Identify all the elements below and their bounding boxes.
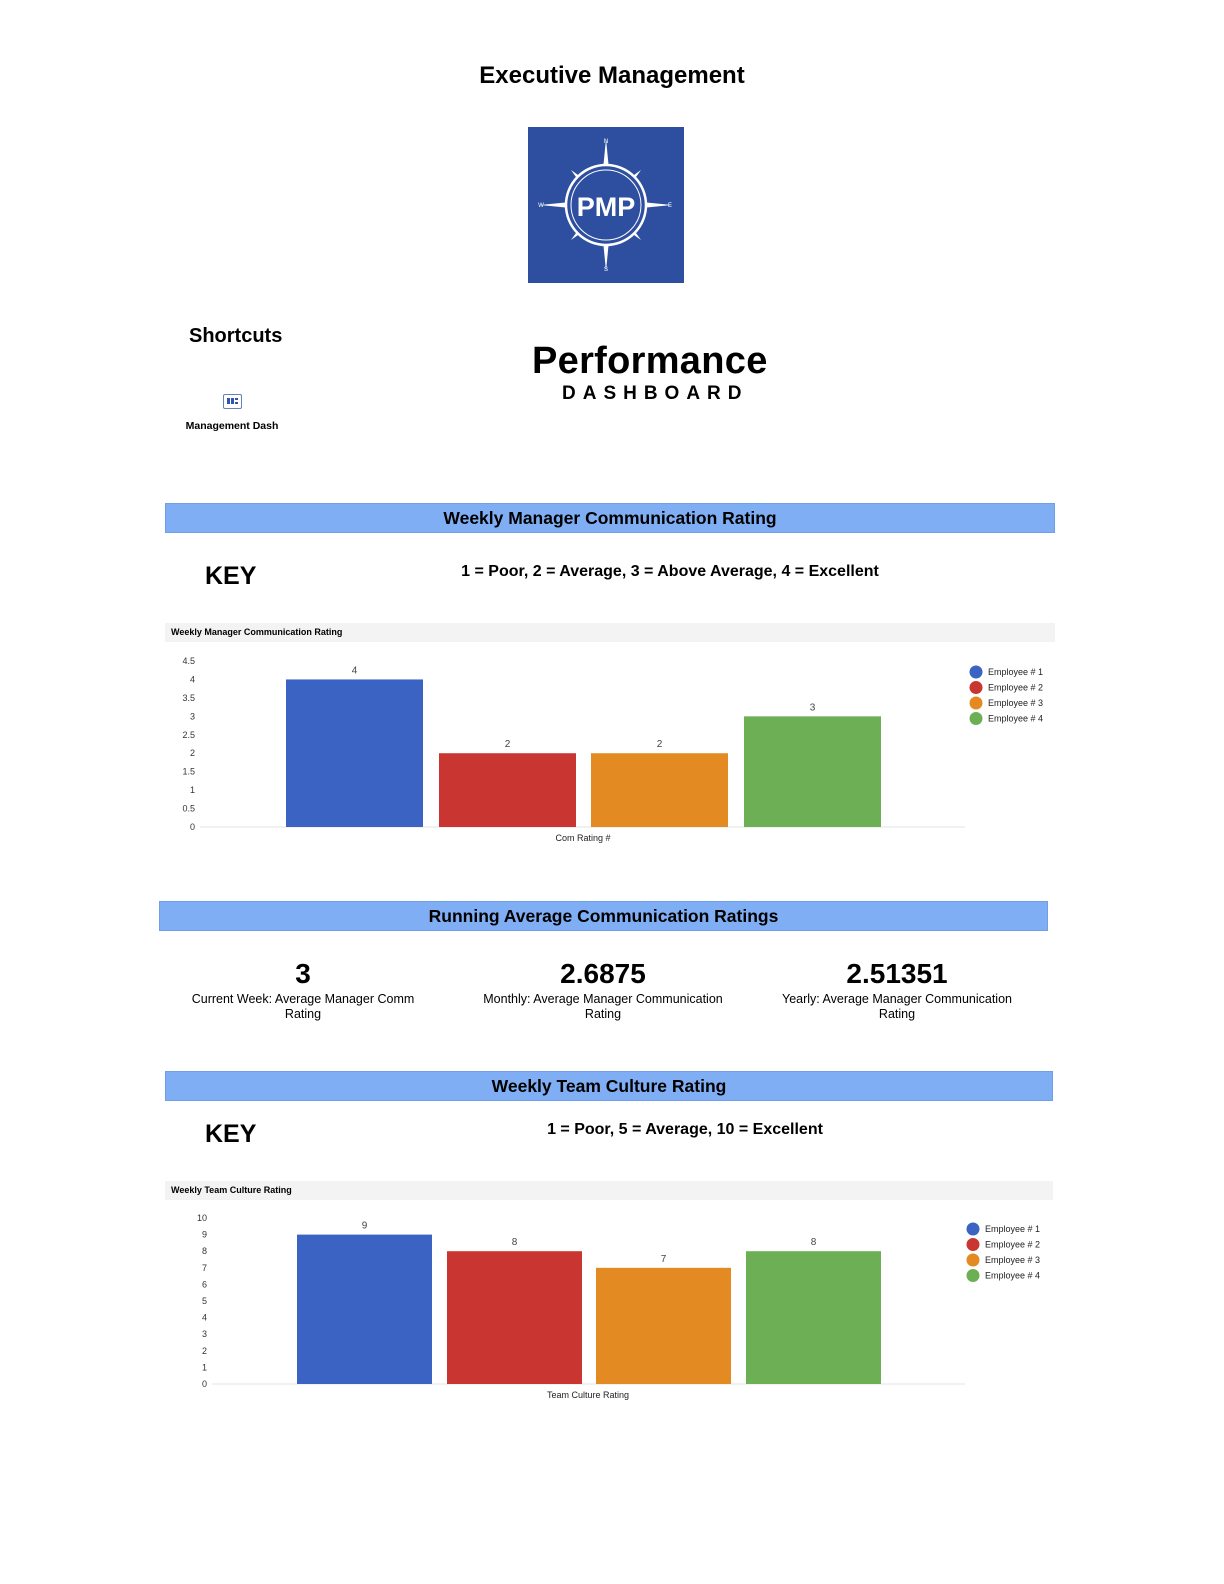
legend-swatch: [970, 681, 983, 694]
legend-label: Employee # 3: [988, 698, 1044, 708]
logo-south: S: [603, 267, 609, 273]
legend-swatch: [970, 697, 983, 710]
y-tick-label: 4: [189, 674, 195, 685]
y-tick-label: 0: [201, 1379, 207, 1389]
communication-bar-chart: [165, 645, 1055, 855]
y-tick-label: 3: [189, 711, 195, 722]
shortcut-label: Management Dash: [185, 420, 279, 432]
x-axis-label: Com Rating #: [555, 833, 611, 843]
legend-label: Employee # 2: [985, 1239, 1041, 1250]
dashboard-icon: [223, 394, 242, 409]
bar-data-label: 7: [660, 1253, 667, 1265]
metric-label: Yearly: Average Manager Communication Rating: [782, 992, 1012, 1021]
key-text-culture: 1 = Poor, 5 = Average, 10 = Excellent: [547, 1121, 823, 1138]
bar-data-label: 3: [809, 702, 816, 714]
chart-title-communication: Weekly Manager Communication Rating: [165, 623, 1055, 642]
metric-label: Current Week: Average Manager Comm Rating: [191, 992, 415, 1021]
bar-employee-3: [596, 1268, 731, 1384]
key-text-communication: 1 = Poor, 2 = Average, 3 = Above Average, 4 = Excellent: [461, 563, 879, 580]
legend-swatch: [967, 1269, 980, 1282]
bar-employee-3: [591, 753, 728, 827]
chart-title-culture: Weekly Team Culture Rating: [165, 1181, 1053, 1200]
key-label-communication: KEY: [205, 562, 257, 590]
legend-label: Employee # 4: [985, 1270, 1041, 1281]
y-tick-label: 9: [201, 1229, 207, 1240]
section-header-communication: Weekly Manager Communication Rating: [165, 503, 1055, 533]
dashboard-title: Performance: [532, 340, 768, 382]
legend-swatch: [967, 1223, 980, 1236]
y-tick-label: 3.5: [182, 692, 195, 703]
dashboard-subtitle: DASHBOARD: [562, 383, 749, 404]
y-tick-label: 4.5: [182, 656, 195, 666]
legend-label: Employee # 4: [988, 713, 1044, 724]
bar-data-label: 9: [361, 1220, 368, 1232]
pmp-logo: [528, 127, 684, 283]
logo-north: N: [603, 139, 609, 145]
compass-icon: [528, 127, 684, 283]
logo-text: PMP: [576, 192, 636, 222]
legend-label: Employee # 1: [985, 1224, 1041, 1234]
culture-bar-chart: [165, 1203, 1055, 1408]
legend-swatch: [970, 712, 983, 725]
y-tick-label: 0.5: [182, 803, 195, 814]
bar-data-label: 2: [656, 739, 663, 751]
bar-data-label: 8: [810, 1237, 817, 1249]
bar-employee-1: [297, 1235, 432, 1384]
section-header-culture: Weekly Team Culture Rating: [165, 1071, 1053, 1101]
y-tick-label: 1: [201, 1362, 207, 1373]
y-tick-label: 5: [201, 1296, 207, 1306]
y-tick-label: 4: [201, 1312, 207, 1323]
y-tick-label: 1.5: [182, 766, 195, 777]
metric-value: 2.51351: [846, 958, 948, 989]
bar-employee-4: [746, 1251, 881, 1384]
metric-yearly: [772, 958, 1022, 1022]
y-tick-label: 0: [189, 822, 195, 832]
page-title: Executive Management: [479, 62, 745, 89]
y-tick-label: 6: [201, 1279, 207, 1290]
y-tick-label: 2: [189, 748, 195, 759]
legend-swatch: [967, 1254, 980, 1267]
legend-swatch: [967, 1238, 980, 1251]
y-tick-label: 8: [201, 1246, 207, 1257]
metric-monthly: [478, 958, 728, 1022]
logo-east: E: [667, 203, 673, 209]
bar-employee-2: [447, 1251, 582, 1384]
shortcut-management-dash[interactable]: [180, 394, 284, 432]
bar-employee-2: [439, 753, 576, 827]
shortcuts-title: Shortcuts: [189, 325, 283, 347]
y-tick-label: 10: [196, 1213, 207, 1223]
bar-data-label: 4: [351, 665, 358, 677]
metric-label: Monthly: Average Manager Communication Rating: [483, 992, 723, 1021]
key-label-culture: KEY: [205, 1120, 257, 1148]
metric-value: 2.6875: [560, 958, 646, 989]
x-axis-label: Team Culture Rating: [546, 1390, 630, 1400]
y-tick-label: 2: [201, 1345, 207, 1356]
y-tick-label: 3: [201, 1329, 207, 1340]
bar-data-label: 8: [511, 1237, 518, 1249]
section-header-running-average: Running Average Communication Ratings: [159, 901, 1048, 931]
legend-swatch: [970, 666, 983, 679]
legend-label: Employee # 2: [988, 682, 1044, 693]
y-tick-label: 2.5: [182, 729, 195, 740]
logo-west: W: [538, 203, 544, 209]
bar-employee-4: [744, 716, 881, 827]
metric-current-week: [178, 958, 428, 1022]
y-tick-label: 7: [201, 1262, 207, 1273]
y-tick-label: 1: [189, 785, 195, 796]
bar-data-label: 2: [504, 739, 511, 751]
metric-value: 3: [295, 958, 311, 989]
legend-label: Employee # 3: [985, 1255, 1041, 1265]
legend-label: Employee # 1: [988, 667, 1044, 677]
bar-employee-1: [286, 679, 423, 827]
